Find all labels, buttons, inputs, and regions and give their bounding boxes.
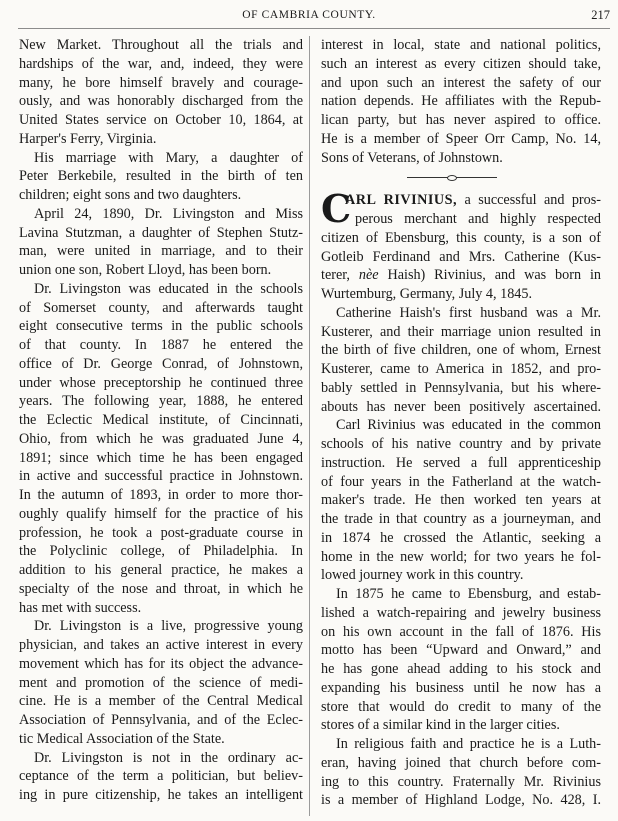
text-line: His marriage with Mary, a daughter of (34, 149, 303, 166)
text-line: schools of his native country and by private (321, 436, 601, 452)
text-line: he has gone ahead adding to his stock and (321, 661, 601, 677)
drop-cap: C (321, 186, 352, 232)
text-line: instruction. He served a full apprenticeship (321, 454, 601, 471)
entry-first-line-text: a successful and pros- (457, 192, 602, 209)
text-line: man, were united in marriage, and to their (19, 243, 303, 260)
text-line: ously, and was honorably discharged from the (19, 93, 303, 110)
text-line: in active and successful practice in Johnstown. (19, 468, 303, 485)
page-number: 217 (591, 8, 610, 22)
text-line: citizen of Ebensburg, this county, is a son of (321, 229, 601, 246)
previous-entry-continuation (321, 36, 601, 167)
text-line: home in the new world; for two years he fol- (321, 548, 601, 565)
text-line: many, he bore himself bravely and courage- (19, 74, 303, 91)
text-line: abouts has never been positively ascertained. (321, 398, 601, 415)
header-rule (18, 28, 610, 29)
text-line: In religious faith and practice he is a Luth- (336, 736, 601, 752)
left-column (19, 36, 303, 805)
text-line: nation depends. He affiliates with the Repub- (321, 93, 601, 110)
text-line: hardships of the war, and, indeed, they were (19, 55, 303, 72)
text-line: terer, nèe Haish) Rivinius, and was born in (321, 267, 601, 284)
entry-name: ARL RIVINIUS, (345, 192, 458, 209)
text-line: Wurtemburg, Germany, July 4, 1845. (321, 286, 533, 302)
entry-second-line: perous merchant and highly respected (355, 211, 601, 227)
text-line: of that county. In 1887 he entered the (19, 337, 303, 353)
text-line: Gotleib Ferdinand and Mrs. Catherine (Kus- (321, 248, 601, 265)
text-line: the Polyclinic college, of Philadelphia. In (19, 543, 303, 560)
text-line: maker's trade. He then worked ten years at (321, 492, 601, 509)
text-line: of four years in the Fatherland at the watch- (321, 473, 601, 490)
italic-nee: nèe (358, 267, 379, 284)
text-line: of Somerset county, and afterwards taught (19, 299, 303, 316)
text-line: April 24, 1890, Dr. Livingston and Miss (34, 205, 303, 222)
text-line: Kusterer, came to America in 1852, and pro- (321, 361, 601, 377)
section-divider (321, 167, 601, 191)
text-line: motto has been “Upward and Onward,” and (321, 642, 601, 659)
text-line: Carl Rivinius was educated in the common (336, 417, 601, 434)
text-line: In the autumn of 1893, in order to more thor- (19, 487, 303, 503)
text-line: tic Medical Association of the State. (19, 730, 225, 747)
text-line: interest in local, state and national politics, (321, 37, 601, 53)
text-line: United States service on October 10, 1864, at (19, 112, 303, 128)
text-line: Ohio, from which he was graduated June 4, (19, 430, 303, 447)
page-header (0, 0, 618, 30)
text-line: bably settled in Pennsylvania, but his where- (321, 379, 601, 396)
entry-first-line (321, 191, 601, 210)
text-line: is a member of Highland Lodge, No. 428, I. (321, 792, 601, 809)
text-line: Peter Berkebile, resulted in the birth of ten (19, 168, 303, 185)
text-line: Catherine Haish's first husband was a Mr. (336, 304, 601, 321)
text-line: physician, and takes an active interest in every (19, 637, 303, 653)
text-line: Harper's Ferry, Virginia. (19, 130, 157, 147)
text-line: Dr. Livingston was educated in the schools (34, 280, 303, 297)
text-line: children; eight sons and two daughters. (19, 187, 242, 203)
text-line: Kusterer, and their marriage union resulted in (321, 323, 601, 340)
text-line: 1891; since which time he has been engaged (19, 449, 303, 466)
text-line: expanding his business until he now has a (321, 679, 601, 696)
text-line: under whose preceptorship he continued three (19, 374, 303, 391)
text-line: He is a member of Speer Orr Camp, No. 14, (321, 130, 601, 147)
ornamental-rule-icon (407, 177, 497, 178)
text-line: ment and promotion of the science of medi- (19, 674, 303, 691)
text-line: ceptance of the term a politician, but believ- (19, 768, 303, 785)
text-line: New Market. Throughout all the trials and (19, 37, 303, 53)
text-line: specialty of the nose and throat, in which he (19, 580, 303, 597)
text-line: Dr. Livingston is a live, progressive young (34, 618, 303, 635)
right-column (321, 36, 601, 810)
text-line: in 1874 he crossed the Atlantic, seeking a (321, 529, 601, 546)
text-line: union one son, Robert Lloyd, has been born. (19, 262, 272, 278)
text-line: Sons of Veterans, of Johnstown. (321, 149, 503, 166)
text-line: In 1875 he came to Ebensburg, and estab- (336, 586, 601, 602)
text-line: Association of Pennsylvania, and of the Eclec- (19, 712, 303, 728)
text-line: lowed journey work in this country. (321, 567, 524, 584)
text-line: addition to his general practice, he makes a (19, 562, 303, 578)
text-line: movement which has for its object the advance- (19, 655, 303, 672)
text-line: has met with success. (19, 599, 142, 616)
text-line: the Eclectic Medical institute, of Cincinnati, (19, 412, 303, 428)
new-entry-opening (321, 186, 602, 232)
text-line: eran, having joined that church before com- (321, 754, 601, 771)
text-line: the birth of five children, one of whom, Ernest (321, 342, 601, 359)
text-line: ing to this country. Fraternally Mr. Rivinius (321, 773, 601, 790)
text-line: and upon such an interest the safety of our (321, 74, 601, 91)
text-line: store that would do credit to many of the (321, 698, 601, 715)
text-line: profession, he took a post-graduate course in (19, 524, 303, 541)
text-line: oughly qualify himself for the practice of his (19, 505, 303, 522)
new-entry-body (321, 229, 601, 810)
text-line: ing in pure citizenship, he takes an intelligent (19, 787, 303, 803)
text-line: such an interest as every citizen should take, (321, 55, 601, 72)
text-line: Lavina Stutzman, a daughter of Stephen Stutz- (19, 224, 303, 241)
text-line: on his own account in the fall of 1876. His (321, 623, 601, 640)
text-line: years. The following year, 1888, he entered (19, 393, 303, 410)
text-line: stores of a similar kind in the larger cities. (321, 717, 560, 734)
text-line: eight consecutive terms in the public schools (19, 318, 303, 335)
text-line: lished a watch-repairing and jewelry business (321, 604, 601, 621)
text-line: the trade in that country as a journeyman, and (321, 511, 601, 527)
column-divider (309, 36, 310, 816)
text-line: lican party, but has never aspired to office. (321, 112, 601, 128)
text-line: cine. He is a member of the Central Medical (19, 693, 303, 710)
text-line: Dr. Livingston is not in the ordinary ac- (34, 749, 303, 766)
running-head: OF CAMBRIA COUNTY. (242, 9, 376, 21)
text-line: office of Dr. George Conrad, of Johnstown, (19, 355, 303, 372)
